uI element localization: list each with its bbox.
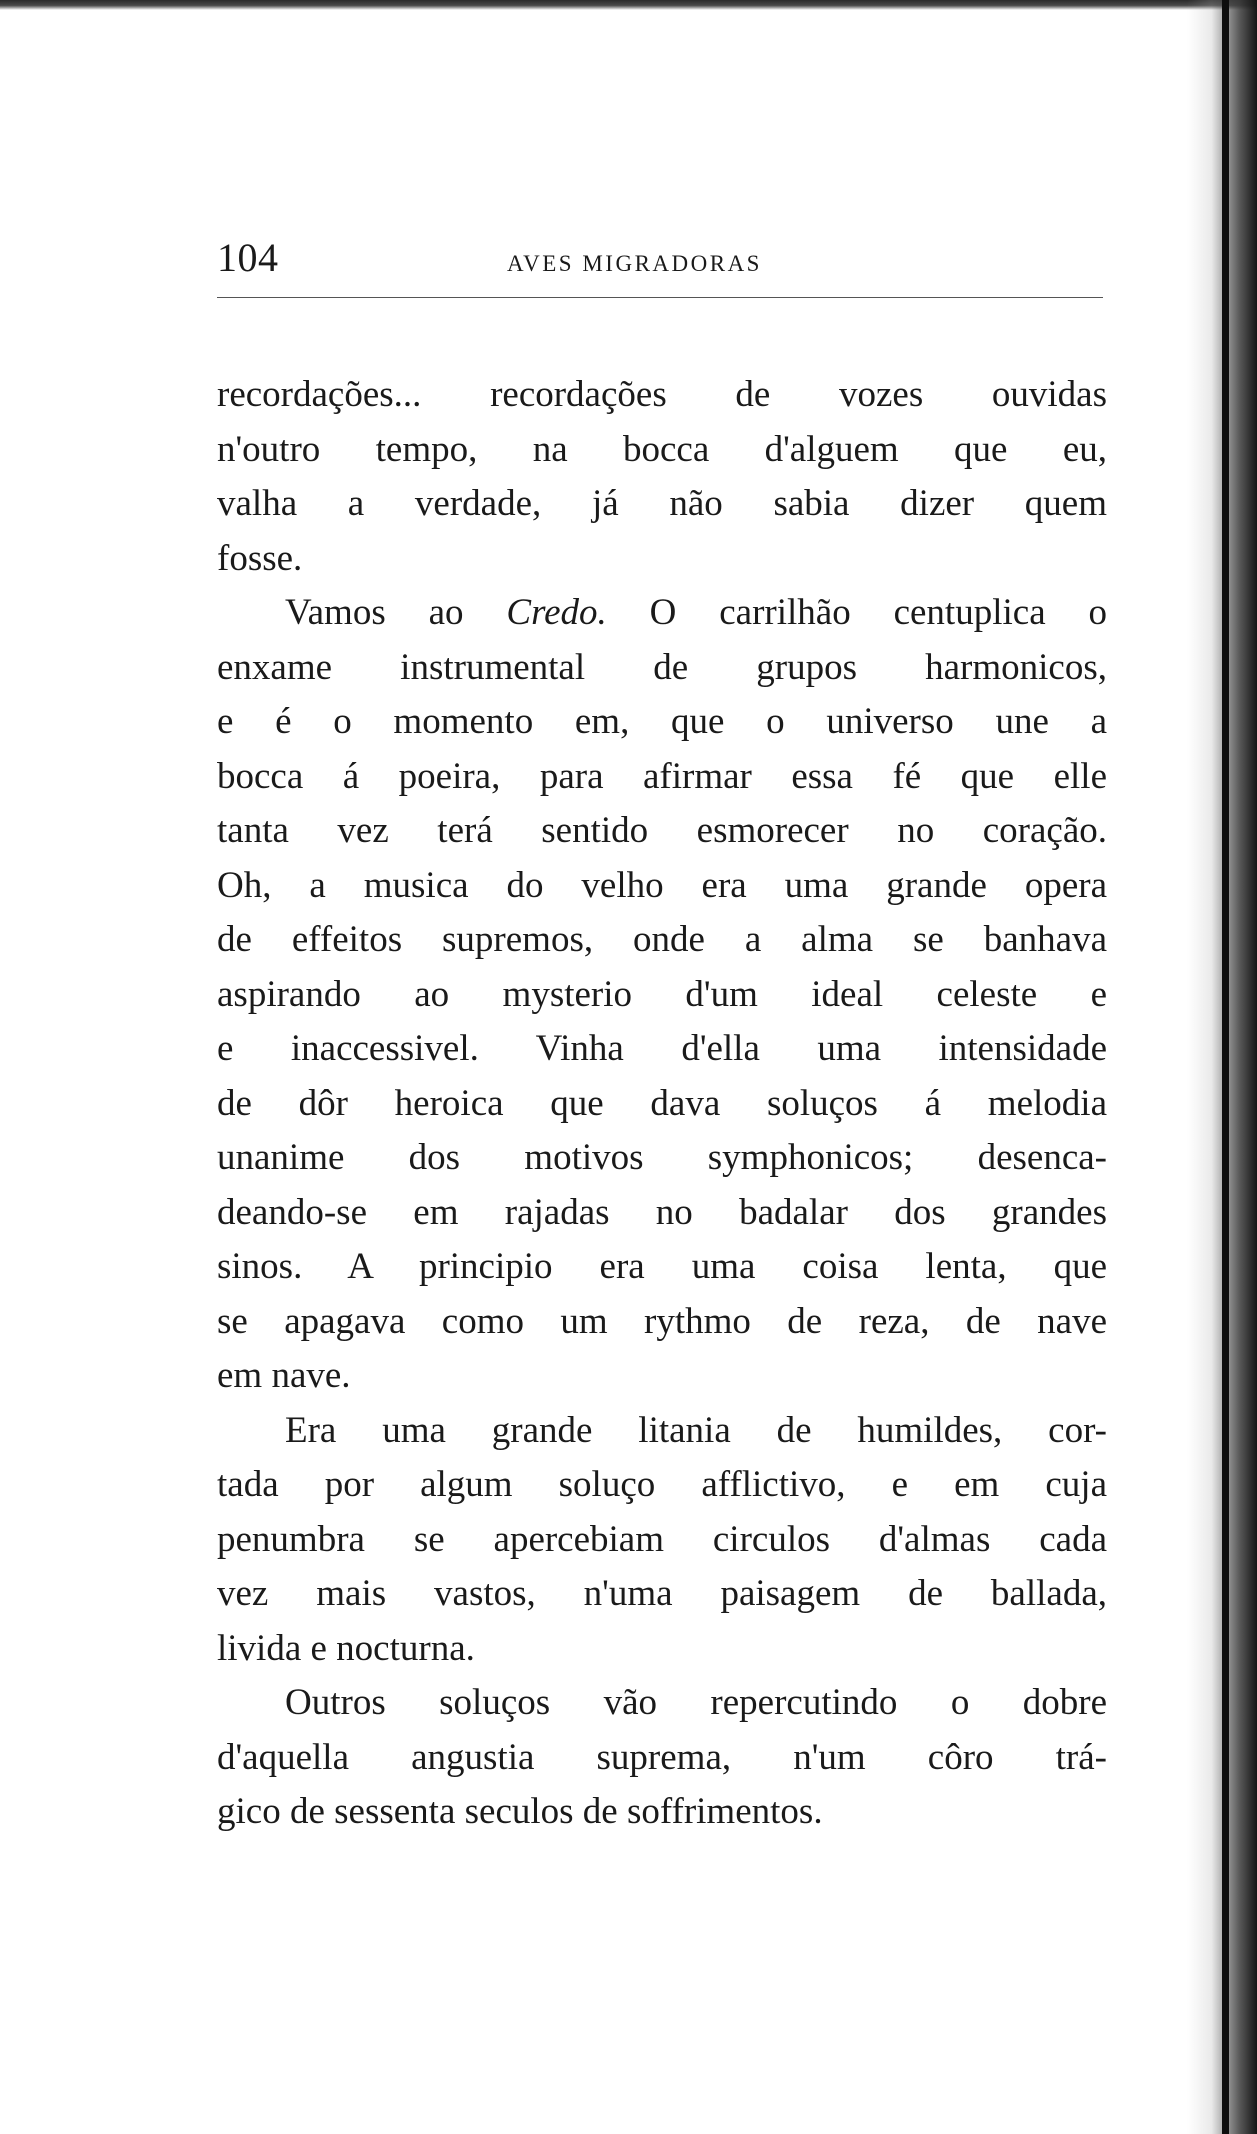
scan-top-edge [0,0,1257,10]
text-line: em nave. [217,1355,351,1396]
text-line: valha a verdade, já não sabia dizer quem [217,483,1107,524]
text-line: recordações... recordações de vozes ouvidas [217,374,1107,415]
text-line: sinos. A principio era uma coisa lenta, que [217,1246,1107,1287]
text-line: vez mais vastos, n'uma paisagem de ballada, [217,1573,1107,1614]
text-run: Vamos ao [285,592,464,633]
text-line: de effeitos supremos, onde a alma se banhava [217,919,1107,960]
text-line: penumbra se apercebiam circulos d'almas cada [217,1518,1107,1560]
italic-title-credo: Credo. [506,592,607,633]
text-line: se apagava como um rythmo de reza, de nave [217,1300,1107,1342]
text-line: enxame instrumental de grupos harmonicos, [217,646,1107,688]
text-line: Outros soluços vão repercutindo o dobre [285,1682,1107,1723]
text-line: deando-se em rajadas no badalar dos grandes [217,1191,1107,1233]
text-line: fosse. [217,537,303,579]
header-rule [217,297,1103,298]
running-head [217,236,1105,292]
text-run: O carrilhão centuplica o [649,592,1107,633]
text-line [217,586,1107,641]
text-line: Era uma grande litania de humildes, cor- [285,1409,1107,1451]
text-line: n'outro tempo, na bocca d'alguem que eu, [217,428,1107,470]
text-line: d'aquella angustia suprema, n'um côro trá- [217,1736,1107,1778]
text-line: e é o momento em, que o universo une a [217,701,1107,742]
text-line: de dôr heroica que dava soluços á melodia [217,1082,1107,1124]
text-line: bocca á poeira, para afirmar essa fé que elle [217,755,1107,797]
text-line: e inaccessivel. Vinha d'ella uma intensidade [217,1028,1107,1069]
text-line: aspirando ao mysterio d'um ideal celeste e [217,973,1107,1015]
text-line: livida e nocturna. [217,1627,475,1669]
running-title: AVES MIGRADORAS [507,251,762,276]
text-line: gico de sessenta seculos de soffrimentos. [217,1791,823,1832]
binding-edge [1222,0,1229,2134]
text-line: tanta vez terá sentido esmorecer no coração. [217,810,1107,851]
body-text [217,368,1107,1840]
text-line: tada por algum soluço afflictivo, e em cuja [217,1464,1107,1505]
text-line: unanime dos motivos symphonicos; desenca- [217,1137,1107,1178]
text-line: Oh, a musica do velho era uma grande opera [217,864,1107,906]
page-number: 104 [217,235,279,280]
